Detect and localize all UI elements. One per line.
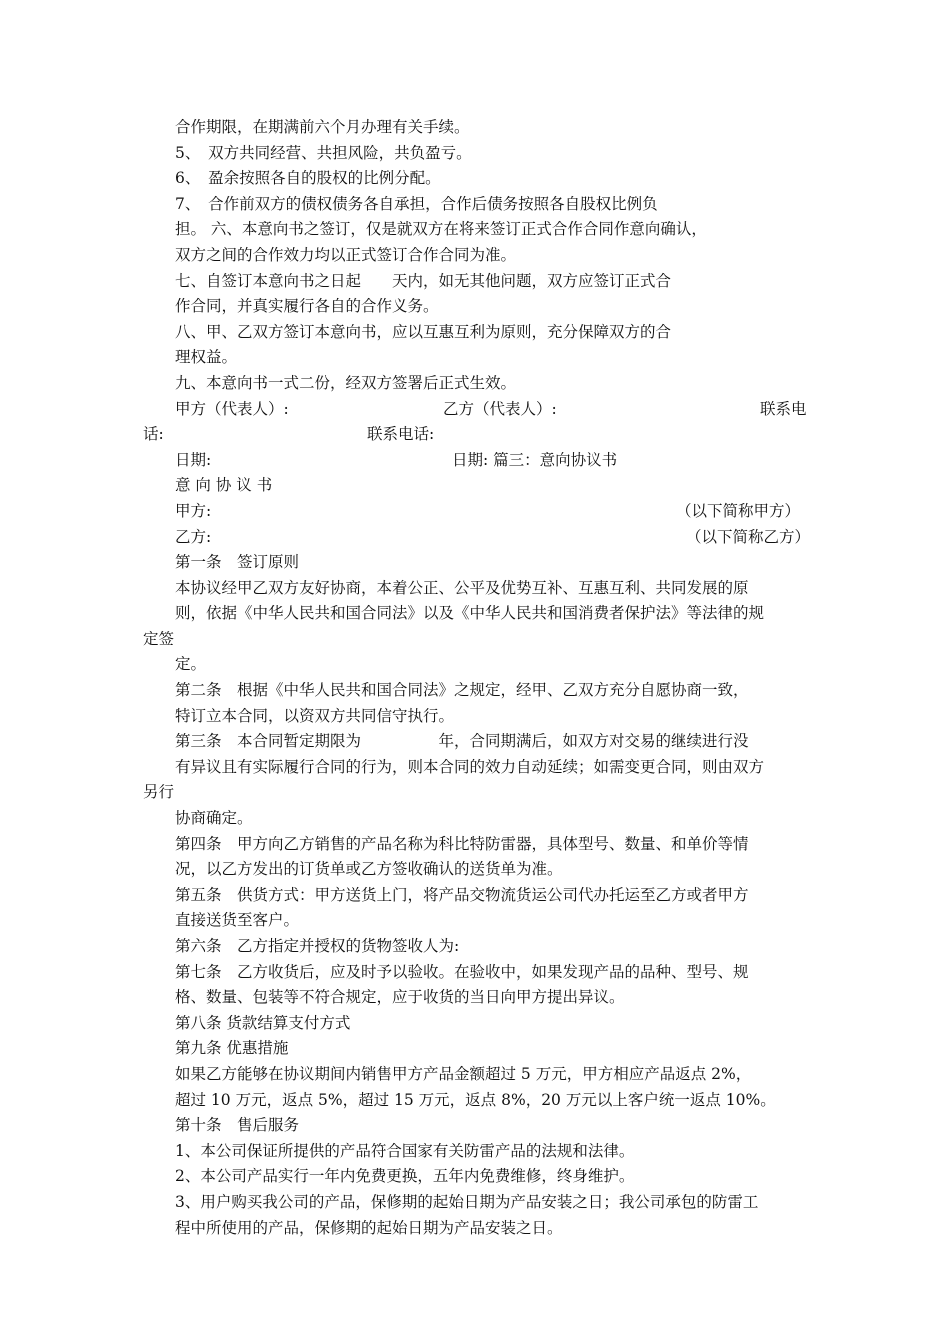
party-a-label: 甲方: [175, 501, 212, 520]
clause-line: 则，依据《中华人民共和国合同法》以及《中华人民共和国消费者保护法》等法律的规 [175, 604, 765, 623]
party-b-row [0, 525, 950, 551]
text-line: 八、甲、乙双方签订本意向书，应以互惠互利为原则，充分保障双方的合 [175, 322, 672, 341]
clause-line: 定。 [175, 655, 207, 674]
clause-line: 超过 10 万元，返点 5%，超过 15 万元，返点 8%，20 万元以上客户统一返点 10%。 [175, 1090, 776, 1109]
clause-line: 本协议经甲乙双方友好协商，本着公正、公平及优势互补、互惠互利、共同发展的原 [175, 578, 749, 597]
clause-line: 如果乙方能够在协议期间内销售甲方产品金额超过 5 万元，甲方相应产品返点 2%， [175, 1064, 752, 1083]
clause-line: 另行 [143, 783, 175, 802]
clause-heading: 第一条 签订原则 [175, 553, 300, 572]
clause-line: 直接送货至客户。 [175, 911, 300, 930]
text-line: 6、 盈余按照各自的股权的比例分配。 [175, 169, 441, 188]
party-a-date-label: 日期: [175, 450, 212, 469]
party-a-row [0, 499, 950, 525]
signature-row-dates [0, 448, 950, 474]
text-line: 担。 六、本意向书之签订，仅是就双方在将来签订正式合作合同作意向确认， [175, 220, 707, 239]
text-line: 5、 双方共同经营、共担风险，共负盈亏。 [175, 143, 472, 162]
clause-line: 2、本公司产品实行一年内免费更换，五年内免费维修，终身维护。 [175, 1167, 635, 1186]
contact-phone-label-part1: 联系电 [760, 399, 807, 418]
clause-line: 第五条 供货方式：甲方送货上门，将产品交物流货运公司代办托运至乙方或者甲方 [175, 885, 749, 904]
party-b-representative-label: 乙方（代表人）: [443, 399, 557, 418]
clause-line: 有异议且有实际履行合同的行为，则本合同的效力自动延续；如需变更合同，则由双方 [175, 757, 765, 776]
text-line: 7、 合作前双方的债权债务各自承担，合作后债务按照各自股权比例负 [175, 194, 658, 213]
text-line: 九、本意向书一式二份，经双方签署后正式生效。 [175, 373, 517, 392]
document-body [0, 115, 950, 1241]
clause-line: 第七条 乙方收货后，应及时予以验收。在验收中，如果发现产品的品种、型号、规 [175, 962, 749, 981]
agreement-title: 意 向 协 议 书 [175, 476, 273, 495]
text-line: 合作期限，在期满前六个月办理有关手续。 [175, 118, 470, 136]
clause-line: 第十条 售后服务 [175, 1116, 300, 1135]
text-line: 七、自签订本意向书之日起 天内，如无其他问题，双方应签订正式合 [175, 271, 672, 290]
clause-line: 第四条 甲方向乙方销售的产品名称为科比特防雷器，具体型号、数量、和单价等情 [175, 834, 749, 853]
clause-line: 第六条 乙方指定并授权的货物签收人为: [175, 937, 460, 955]
signature-row-contact [0, 422, 950, 448]
contact-phone-label-part2: 话: [143, 425, 164, 444]
party-b-note: （以下简称乙方） [686, 527, 811, 546]
clause-line: 特订立本合同，以资双方共同信守执行。 [175, 706, 455, 725]
party-b-date-label: 日期: 篇三：意向协议书 [452, 450, 618, 469]
clause-line: 协商确定。 [175, 809, 253, 828]
clause-line: 3、用户购买我公司的产品，保修期的起始日期为产品安装之日；我公司承包的防雷工 [175, 1192, 759, 1211]
clause-line: 第九条 优惠措施 [175, 1039, 289, 1058]
signature-row-representatives [0, 397, 950, 423]
text-line: 理权益。 [175, 348, 238, 367]
party-a-note: （以下简称甲方） [676, 501, 801, 520]
clause-line: 格、数量、包装等不符合规定，应于收货的当日向甲方提出异议。 [175, 988, 625, 1007]
clause-line: 第二条 根据《中华人民共和国合同法》之规定，经甲、乙双方充分自愿协商一致， [175, 681, 749, 700]
clause-line: 第三条 本合同暂定期限为 年，合同期满后，如双方对交易的继续进行没 [175, 732, 749, 751]
clause-line: 第八条 货款结算支付方式 [175, 1013, 351, 1032]
clause-line: 程中所使用的产品，保修期的起始日期为产品安装之日。 [175, 1218, 563, 1237]
party-b-contact-label: 联系电话: [367, 425, 435, 444]
text-line: 双方之间的合作效力均以正式签订合作合同为准。 [175, 245, 517, 264]
clause-line: 定签 [143, 629, 175, 648]
party-b-label: 乙方: [175, 527, 212, 546]
clause-line: 1、本公司保证所提供的产品符合国家有关防雷产品的法规和法律。 [175, 1141, 635, 1160]
clause-line: 况，以乙方发出的订货单或乙方签收确认的送货单为准。 [175, 860, 563, 879]
party-a-representative-label: 甲方（代表人）: [175, 399, 289, 418]
text-line: 作合同，并真实履行各自的合作义务。 [175, 297, 439, 316]
